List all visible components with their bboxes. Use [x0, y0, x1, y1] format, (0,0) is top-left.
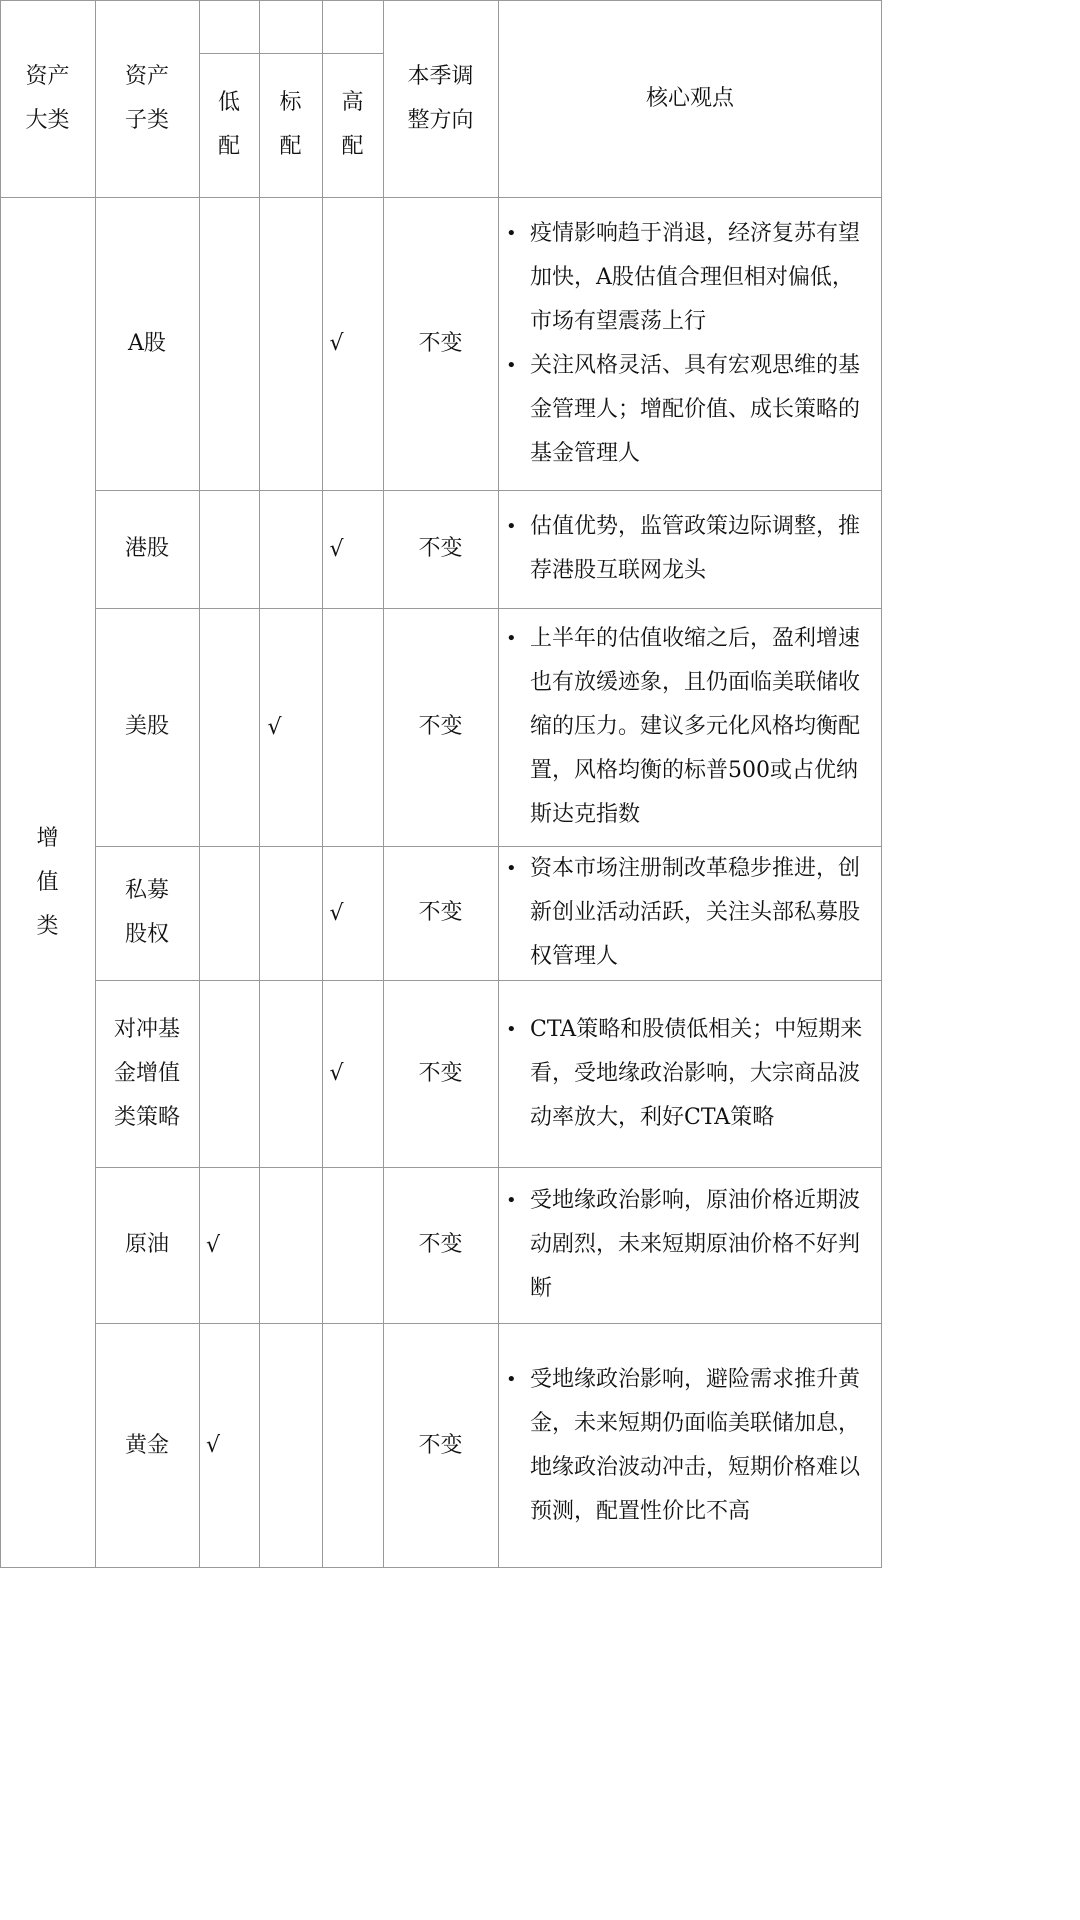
allocation-check-mark: √	[205, 1232, 221, 1258]
asset-subclass-name: A股	[128, 330, 166, 356]
core-view-cell	[504, 1167, 874, 1323]
asset-class-value: 增 值 类	[36, 825, 59, 939]
adjust-direction-value: 不变	[418, 1232, 463, 1257]
core-view-point: • 关注风格灵活、具有宏观思维的基金管理人；增配价值、成长策略的基金管理人	[504, 344, 874, 476]
asset-subclass-name: 美股	[124, 714, 169, 739]
core-view-point: • CTA策略和股债低相关；中短期来看，受地缘政治影响，大宗商品波动率放大，利好CTA策略	[504, 1008, 874, 1140]
header-standard-allocation: 标 配	[279, 90, 302, 159]
allocation-check-mark: √	[329, 1061, 344, 1086]
allocation-check-mark: √	[329, 331, 344, 356]
adjust-direction-value: 不变	[418, 1432, 463, 1458]
header-adjust-direction: 本季调 整方向	[407, 63, 474, 133]
header-asset-class: 资产 大类	[25, 63, 70, 133]
header-core-view: 核心观点	[645, 85, 734, 111]
header-low-allocation: 低 配	[217, 90, 240, 159]
core-view-point: • 受地缘政治影响，避险需求推升黄金，未来短期仍面临美联储加息，地缘政治波动冲击，短期价格难以预测，配置性价比不高	[504, 1358, 874, 1534]
core-view-cell	[504, 608, 874, 846]
asset-subclass-name: 黄金	[124, 1432, 169, 1458]
asset-subclass-name: 港股	[124, 536, 169, 561]
adjust-direction-value: 不变	[418, 714, 463, 739]
core-view-point: • 估值优势，监管政策边际调整，推荐港股互联网龙头	[504, 505, 874, 593]
core-view-cell	[504, 1323, 874, 1568]
asset-subclass-name: 对冲基 金增值 类策略	[113, 1016, 180, 1130]
core-view-point: • 上半年的估值收缩之后，盈利增速也有放缓迹象，且仍面临美联储收缩的压力。建议多元化风格均衡配置，风格均衡的标普500或占优纳斯达克指数	[504, 617, 874, 837]
adjust-direction-value: 不变	[418, 900, 463, 925]
core-view-point: • 受地缘政治影响，原油价格近期波动剧烈，未来短期原油价格不好判断	[504, 1179, 874, 1311]
core-view-point: • 疫情影响趋于消退，经济复苏有望加快，A股估值合理但相对偏低，市场有望震荡上行	[504, 212, 874, 344]
header-asset-subclass: 资产 子类	[124, 63, 169, 133]
core-view-cell	[504, 197, 874, 490]
asset-subclass-name: 私募 股权	[124, 878, 169, 947]
allocation-check-mark: √	[267, 714, 282, 740]
column-border	[498, 0, 499, 1568]
adjust-direction-value: 不变	[418, 1060, 463, 1086]
adjust-direction-value: 不变	[418, 330, 463, 356]
core-view-cell	[504, 980, 874, 1167]
header-high-allocation: 高 配	[341, 90, 364, 159]
allocation-check-mark: √	[205, 1433, 221, 1458]
allocation-check-mark: √	[329, 900, 344, 926]
core-view-cell	[504, 846, 874, 980]
core-view-point: • 资本市场注册制改革稳步推进，创新创业活动活跃，关注头部私募股权管理人	[504, 847, 874, 979]
table-right-border	[881, 0, 882, 1568]
core-view-cell	[504, 490, 874, 608]
asset-subclass-name: 原油	[124, 1232, 169, 1257]
adjust-direction-value: 不变	[418, 536, 463, 561]
allocation-check-mark: √	[329, 536, 344, 562]
